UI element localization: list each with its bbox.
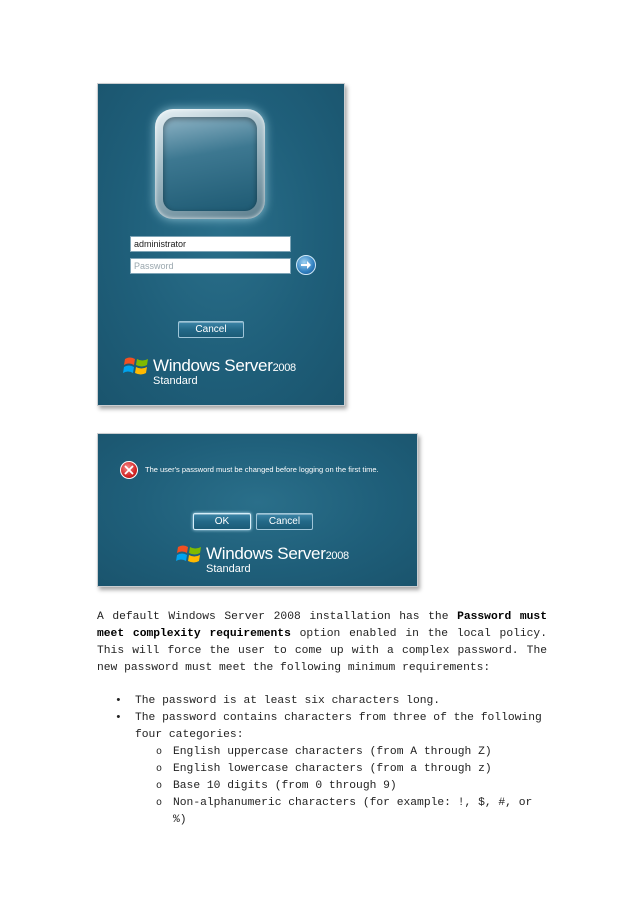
policy-name: Password must meet complexity requirements <box>97 611 547 640</box>
requirements-list <box>97 693 547 829</box>
bullet-marker: • <box>115 712 122 724</box>
intro-paragraph: A default Windows Server 2008 installation has the Password must meet complexity requirements option enabled in the local policy. This will force the user to come up with a complex password. The new password must meet the following minimum requirements: <box>97 611 547 674</box>
sub-bullet-marker: o <box>156 781 163 792</box>
bullet-marker: • <box>115 695 122 707</box>
password-input[interactable] <box>130 258 291 274</box>
cancel-button[interactable]: Cancel <box>178 321 244 338</box>
login-screen-background <box>98 84 344 405</box>
list-item: o Non-alphanumeric characters (for example: !, $, #, or %) <box>156 797 533 826</box>
list-item: • The password contains characters from three of the following four categories: o English uppercase characters (from A through Z) o English lowercase characters (from a through z) o Base 10 digits (from 0 through 9) o Non-alphanumeric characters (for example: !, $, #, or %) <box>97 710 547 829</box>
cancel-button[interactable]: Cancel <box>256 513 313 530</box>
close-x-icon <box>124 465 134 475</box>
list-item: o English uppercase characters (from A through Z) <box>135 744 547 761</box>
document-body <box>97 609 547 829</box>
windows-flag-icon <box>175 542 205 566</box>
error-icon <box>120 461 138 479</box>
user-picture-glass <box>163 117 257 211</box>
list-item: o English lowercase characters (from a through z) <box>135 761 547 778</box>
arrow-right-icon <box>300 259 312 271</box>
brand-name: Windows Server2008 <box>153 356 296 375</box>
brand-edition: Standard <box>153 375 198 387</box>
categories-list <box>135 744 547 829</box>
username-input[interactable] <box>130 236 291 252</box>
windows-server-logo <box>122 354 312 394</box>
sub-bullet-marker: o <box>156 764 163 775</box>
brand-year: 2008 <box>272 362 296 374</box>
login-screenshot <box>97 83 345 406</box>
sub-bullet-marker: o <box>156 798 163 809</box>
password-notice-screenshot <box>97 433 418 587</box>
notice-screen-background <box>98 434 417 586</box>
password-change-message: The user's password must be changed before logging on the first time. <box>145 465 379 474</box>
ok-button[interactable]: OK <box>193 513 251 530</box>
sub-bullet-marker: o <box>156 747 163 758</box>
user-picture-tile <box>155 109 265 219</box>
brand-year: 2008 <box>325 550 349 562</box>
list-item: • The password is at least six characters long. <box>97 693 547 710</box>
list-item: o Base 10 digits (from 0 through 9) <box>135 778 547 795</box>
brand-name: Windows Server2008 <box>206 544 349 563</box>
windows-server-logo <box>175 542 365 582</box>
windows-flag-icon <box>122 354 152 378</box>
submit-arrow-button[interactable] <box>296 255 316 275</box>
brand-edition: Standard <box>206 563 251 575</box>
